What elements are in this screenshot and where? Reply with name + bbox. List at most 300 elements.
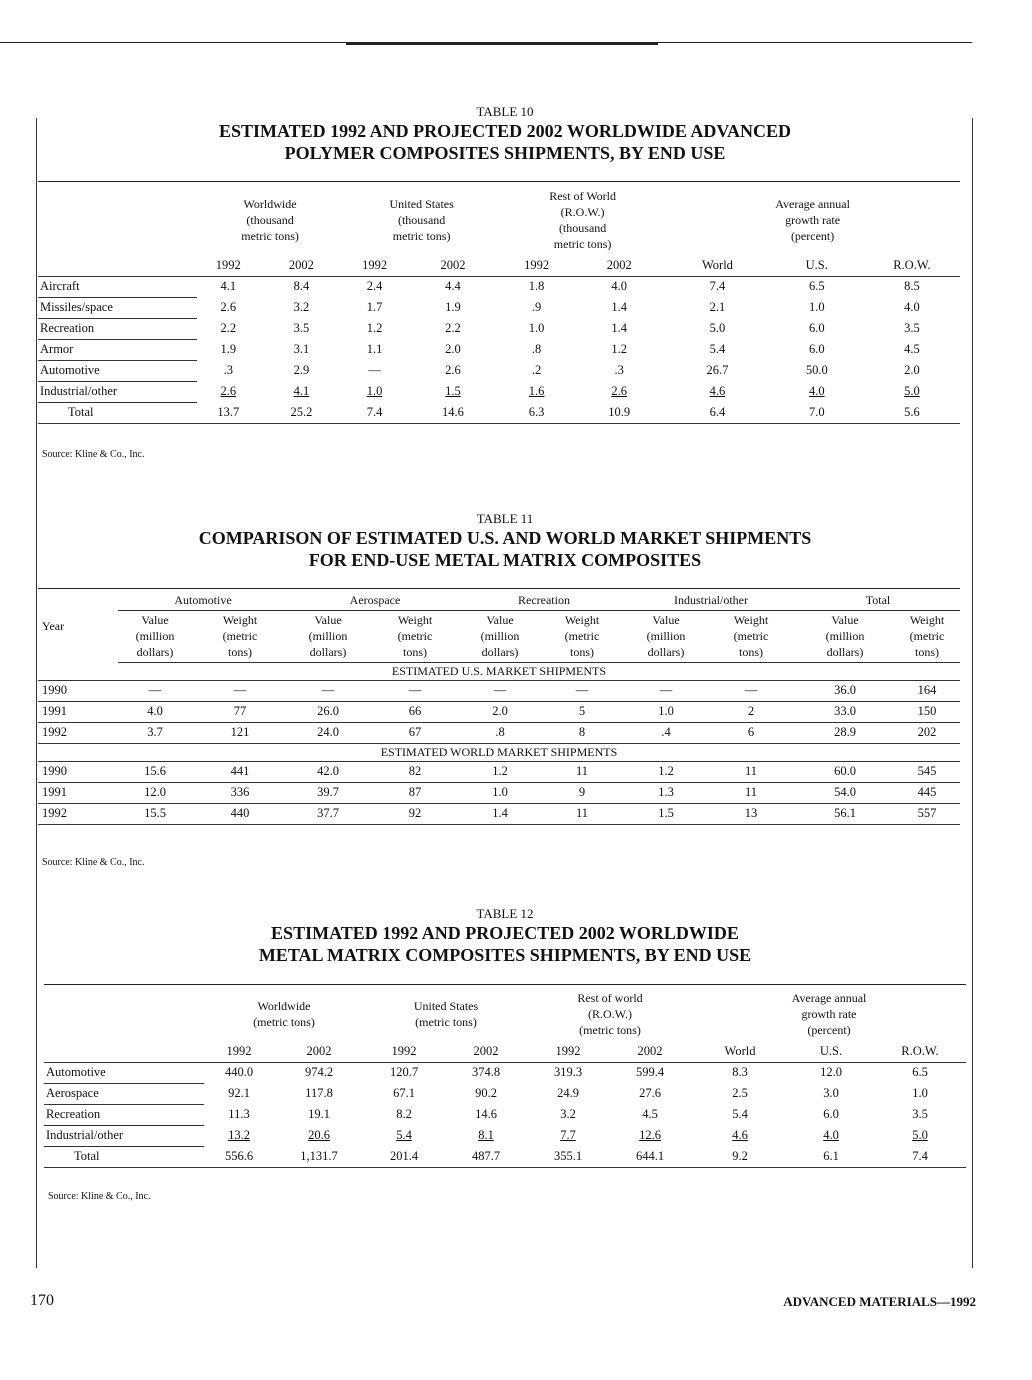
table-cell: 445 — [894, 782, 960, 803]
table-cell: 50.0 — [805, 363, 828, 377]
table-row — [38, 297, 960, 318]
table-cell: 1.2 — [626, 761, 706, 782]
table-cell: 202 — [894, 722, 960, 743]
table-12-top-rule — [44, 984, 966, 985]
table-cell: 441 — [192, 761, 288, 782]
table-cell: 2.4 — [366, 279, 383, 294]
table-cell: — — [288, 680, 368, 701]
row-label: Automotive — [38, 360, 197, 381]
table-cell: .3 — [614, 363, 624, 377]
table-cell: 5.4 — [732, 1107, 748, 1121]
table-cell: 7.0 — [808, 404, 825, 419]
table-cell: 4.6 — [709, 384, 726, 398]
table-cell: 8.5 — [904, 279, 920, 294]
table-cell: 164 — [894, 680, 960, 701]
table-cell: 8 — [538, 722, 626, 743]
row-label: Aircraft — [38, 276, 197, 297]
table-cell: 1.7 — [366, 300, 383, 314]
table-cell: 39.7 — [288, 782, 368, 803]
table-cell: 67 — [368, 722, 462, 743]
table-cell: — — [368, 363, 381, 377]
table-row — [38, 701, 960, 722]
table-cell: 1.4 — [462, 803, 538, 824]
table-cell: 6.4 — [709, 404, 726, 419]
table-cell: 1.2 — [366, 321, 383, 335]
row-label: Industrial/other — [38, 381, 197, 402]
table-11-top-rule — [38, 588, 960, 589]
col-header: 1992 — [343, 256, 406, 276]
table-cell: .3 — [223, 363, 233, 377]
table-cell: 14.6 — [442, 404, 464, 419]
row-label: Aerospace — [44, 1083, 204, 1104]
table-cell: 4.1 — [220, 279, 237, 294]
table-cell: 3.0 — [823, 1086, 839, 1100]
table-10-source: Source: Kline & Co., Inc. — [42, 449, 145, 460]
table-cell: 5 — [538, 701, 626, 722]
table-10-group-worldwide — [197, 184, 343, 256]
table-12-group-header — [44, 986, 966, 1042]
table-cell: 8.1 — [478, 1128, 494, 1142]
table-cell: 3.2 — [293, 300, 310, 314]
header-line: Weight — [909, 613, 945, 627]
group-line: metric tons) — [392, 229, 451, 243]
table-row — [44, 1104, 966, 1125]
row-label: Automotive — [44, 1062, 204, 1083]
table-cell: 15.5 — [118, 803, 192, 824]
table-cell: 11 — [706, 761, 796, 782]
table-cell: 974.2 — [304, 1065, 334, 1080]
table-11-source: Source: Kline & Co., Inc. — [42, 857, 145, 868]
table-11-title-line2: FOR END-USE METAL MATRIX COMPOSITES — [308, 550, 702, 570]
table-cell: 25.2 — [290, 404, 313, 419]
table-12-group-us — [364, 986, 528, 1042]
table-row — [44, 1146, 966, 1167]
page-number: 170 — [30, 1292, 54, 1309]
group-line: Rest of World — [549, 189, 617, 203]
group-line: metric tons) — [553, 237, 612, 251]
left-margin-line — [36, 118, 37, 1268]
header-line: (million — [480, 629, 520, 643]
table-row — [38, 276, 960, 297]
table-cell: 2.6 — [220, 300, 237, 314]
col-header: R.O.W. — [864, 256, 960, 276]
table-cell: 67.1 — [393, 1086, 415, 1100]
table-cell: .2 — [531, 363, 542, 377]
table-cell: 4.1 — [293, 384, 310, 398]
table-cell: 121 — [192, 722, 288, 743]
running-title: ADVANCED MATERIALS—1992 — [783, 1294, 976, 1309]
table-11-title-line1: COMPARISON OF ESTIMATED U.S. AND WORLD MARKET SHIPMENTS — [198, 528, 812, 548]
table-12-title-line2: METAL MATRIX COMPOSITES SHIPMENTS, BY END USE — [258, 945, 752, 965]
col-header: 2002 — [608, 1042, 692, 1062]
table-12-year-corner — [44, 1042, 204, 1062]
table-11-year-header: Year — [42, 619, 65, 633]
table-cell: 26.7 — [706, 363, 729, 377]
table-cell: 8.3 — [732, 1065, 748, 1080]
value-col-header — [288, 610, 368, 662]
table-10-corner — [38, 184, 197, 256]
table-cell: 77 — [192, 701, 288, 722]
table-cell: 11.3 — [228, 1107, 250, 1121]
value-col-header — [462, 610, 538, 662]
table-cell: 2.9 — [293, 363, 310, 377]
table-cell: 28.9 — [796, 722, 894, 743]
table-10-group-us — [343, 184, 500, 256]
table-cell: 3.2 — [560, 1107, 576, 1121]
col-header: 1992 — [500, 256, 573, 276]
table-cell: 2.6 — [220, 384, 237, 398]
table-cell: 24.0 — [288, 722, 368, 743]
table-cell: 440.0 — [224, 1065, 254, 1080]
table-cell: 1.5 — [626, 803, 706, 824]
table-cell: 1.2 — [611, 342, 627, 356]
table-cell: 374.8 — [471, 1065, 501, 1080]
table-cell: 4.6 — [732, 1128, 748, 1142]
table-cell: 4.0 — [808, 384, 825, 398]
col-header: 2002 — [444, 1042, 528, 1062]
table-cell: 336 — [192, 782, 288, 803]
table-cell: 1.5 — [445, 384, 461, 398]
table-cell: 1.1 — [366, 342, 383, 356]
value-col-header — [796, 610, 894, 662]
section-row — [38, 662, 960, 680]
table-cell: 5.0 — [912, 1128, 928, 1142]
table-10-title-line2: POLYMER COMPOSITES SHIPMENTS, BY END USE — [284, 143, 726, 163]
table-cell: 8.4 — [293, 279, 310, 294]
table-cell: .8 — [462, 722, 538, 743]
table-12-group-growth — [692, 986, 966, 1042]
table-cell: 36.0 — [796, 680, 894, 701]
row-year: 1992 — [38, 803, 118, 824]
header-line: (metric — [733, 629, 769, 643]
table-cell: 6 — [706, 722, 796, 743]
row-year: 1991 — [38, 782, 118, 803]
table-cell: — — [538, 680, 626, 701]
row-label: Industrial/other — [44, 1125, 204, 1146]
header-line: Value — [486, 613, 514, 627]
header-line: dollars) — [136, 645, 174, 659]
table-cell: 37.7 — [288, 803, 368, 824]
table-10-label: TABLE 10 — [476, 104, 534, 119]
row-year: 1990 — [38, 680, 118, 701]
table-cell: 6.5 — [808, 279, 825, 294]
group-line: (thousand — [558, 221, 607, 235]
table-cell: 1.0 — [808, 300, 825, 314]
group-line: (percent) — [807, 1023, 851, 1037]
table-cell: 3.7 — [118, 722, 192, 743]
table-cell: 12.6 — [639, 1128, 661, 1142]
group-line: growth rate — [801, 1007, 857, 1021]
table-12-label: TABLE 12 — [476, 906, 534, 921]
header-line: (million — [646, 629, 686, 643]
header-line: Value — [141, 613, 169, 627]
table-cell: 82 — [368, 761, 462, 782]
table-row — [38, 339, 960, 360]
table-cell: — — [462, 680, 538, 701]
table-cell: 24.9 — [557, 1086, 579, 1100]
row-year: 1992 — [38, 722, 118, 743]
table-cell: 5.0 — [709, 321, 726, 335]
col-header: 1992 — [204, 1042, 274, 1062]
header-line: tons) — [228, 645, 252, 659]
group-line: (metric tons) — [415, 1015, 477, 1029]
weight-col-header — [706, 610, 796, 662]
table-cell: 4.0 — [118, 701, 192, 722]
col-header: U.S. — [788, 1042, 874, 1062]
section-label: ESTIMATED U.S. MARKET SHIPMENTS — [38, 662, 960, 680]
table-cell: 1.6 — [528, 384, 545, 398]
table-cell: 20.6 — [308, 1128, 330, 1142]
table-cell: 4.0 — [611, 279, 627, 294]
table-10 — [38, 184, 960, 424]
table-cell: 6.3 — [528, 404, 545, 419]
weight-col-header — [894, 610, 960, 662]
table-cell: 7.4 — [709, 279, 726, 294]
col-header: World — [665, 256, 770, 276]
header-line: dollars) — [481, 645, 519, 659]
row-label: Missiles/space — [38, 297, 197, 318]
table-cell: 556.6 — [224, 1148, 254, 1163]
table-cell: 1.4 — [611, 300, 627, 314]
header-line: tons) — [570, 645, 594, 659]
table-cell: 2.1 — [709, 300, 726, 314]
table-row — [38, 381, 960, 402]
table-cell: 487.7 — [471, 1148, 501, 1163]
table-row — [38, 360, 960, 381]
table-cell: 8.2 — [396, 1107, 412, 1121]
col-header: 2002 — [406, 256, 500, 276]
table-row — [44, 1062, 966, 1083]
table-12-group-worldwide — [204, 986, 364, 1042]
header-line: (million — [308, 629, 348, 643]
table-row — [38, 782, 960, 803]
header-line: tons) — [915, 645, 939, 659]
table-cell: 4.0 — [823, 1128, 839, 1142]
value-col-header — [118, 610, 192, 662]
table-cell: 545 — [894, 761, 960, 782]
table-cell: 3.5 — [293, 321, 310, 335]
table-cell: 42.0 — [288, 761, 368, 782]
table-cell: 5.0 — [904, 384, 920, 398]
row-year: 1990 — [38, 761, 118, 782]
table-row — [38, 722, 960, 743]
row-label: Total — [74, 1149, 100, 1163]
table-cell: 6.0 — [823, 1107, 839, 1121]
table-cell: 201.4 — [389, 1148, 419, 1163]
header-line: (million — [135, 629, 175, 643]
right-margin-line — [972, 118, 973, 1268]
table-cell: 3.1 — [293, 342, 310, 356]
table-cell: 27.6 — [639, 1086, 661, 1100]
col-header: R.O.W. — [874, 1042, 966, 1062]
table-cell: — — [118, 680, 192, 701]
table-cell: 10.9 — [608, 404, 631, 419]
table-10-group-header — [38, 184, 960, 256]
group-line: (percent) — [790, 229, 835, 243]
col-header: 2002 — [260, 256, 344, 276]
table-row — [44, 1083, 966, 1104]
table-11 — [38, 590, 960, 825]
table-11-group-recreation: Recreation — [462, 590, 626, 610]
table-11-title — [0, 527, 1010, 571]
table-cell: 599.4 — [635, 1065, 665, 1080]
table-10-group-growth — [665, 184, 960, 256]
col-header: 2002 — [573, 256, 665, 276]
group-line: Average annual — [775, 197, 850, 211]
header-line: Value — [652, 613, 680, 627]
table-12-title — [0, 922, 1010, 966]
table-cell: .9 — [531, 300, 542, 314]
header-line: Weight — [564, 613, 600, 627]
table-cell: 4.5 — [642, 1107, 658, 1121]
weight-col-header — [538, 610, 626, 662]
table-cell: 2.6 — [611, 384, 627, 398]
table-cell: 1.0 — [626, 701, 706, 722]
section-label: ESTIMATED WORLD MARKET SHIPMENTS — [38, 743, 960, 761]
table-12-title-line1: ESTIMATED 1992 AND PROJECTED 2002 WORLDWIDE — [271, 923, 739, 943]
table-cell: 6.1 — [823, 1148, 839, 1163]
table-cell: 1.9 — [220, 342, 237, 356]
table-10-year-header — [38, 256, 960, 276]
top-thick-rule — [346, 42, 658, 45]
table-cell: 1.0 — [366, 384, 383, 398]
table-12-corner — [44, 986, 204, 1042]
table-cell: 92 — [368, 803, 462, 824]
group-line: United States — [389, 197, 454, 211]
group-line: (thousand — [246, 213, 294, 227]
table-11-group-aerospace: Aerospace — [288, 590, 462, 610]
row-label: Armor — [38, 339, 197, 360]
table-cell: 2.6 — [445, 363, 461, 377]
table-cell: 12.0 — [118, 782, 192, 803]
group-line: (R.O.W.) — [560, 205, 605, 219]
table-10-title-line1: ESTIMATED 1992 AND PROJECTED 2002 WORLDWIDE ADVANCED — [218, 121, 792, 141]
group-line: (R.O.W.) — [588, 1007, 632, 1021]
table-12-source: Source: Kline & Co., Inc. — [48, 1191, 151, 1202]
header-line: (metric — [222, 629, 258, 643]
table-cell: 87 — [368, 782, 462, 803]
section-row — [38, 743, 960, 761]
table-cell: 9.2 — [732, 1148, 748, 1163]
table-row — [38, 803, 960, 824]
table-cell: — — [368, 680, 462, 701]
table-cell: 2.2 — [220, 321, 237, 335]
table-cell: 1.0 — [462, 782, 538, 803]
header-line: Value — [831, 613, 859, 627]
table-cell: 1.8 — [528, 279, 545, 294]
group-line: growth rate — [785, 213, 841, 227]
table-cell: 2.0 — [462, 701, 538, 722]
header-line: dollars) — [826, 645, 864, 659]
table-cell: 11 — [706, 782, 796, 803]
table-row — [38, 680, 960, 701]
table-cell: .4 — [626, 722, 706, 743]
table-cell: 66 — [368, 701, 462, 722]
table-cell: 557 — [894, 803, 960, 824]
table-10-group-row — [500, 184, 665, 256]
table-10-top-rule — [38, 181, 960, 182]
header-line: tons) — [739, 645, 763, 659]
group-line: Worldwide — [243, 197, 297, 211]
table-cell: 54.0 — [796, 782, 894, 803]
table-cell: 1.0 — [912, 1086, 928, 1100]
table-cell: 12.0 — [820, 1065, 842, 1080]
row-label: Recreation — [44, 1104, 204, 1125]
col-header: 1992 — [197, 256, 260, 276]
table-cell: 2.0 — [445, 342, 461, 356]
table-cell: 1.9 — [445, 300, 461, 314]
table-cell: 2.0 — [904, 363, 920, 377]
row-label: Recreation — [38, 318, 197, 339]
table-cell: — — [706, 680, 796, 701]
table-cell: 5.6 — [904, 404, 920, 419]
table-cell: 4.0 — [904, 300, 920, 314]
table-11-label: TABLE 11 — [476, 511, 534, 526]
table-row — [38, 318, 960, 339]
table-cell: 4.4 — [445, 279, 461, 294]
table-11-subheader — [38, 610, 960, 662]
table-cell: 6.0 — [808, 321, 825, 335]
table-cell: 9 — [538, 782, 626, 803]
col-header: 2002 — [274, 1042, 364, 1062]
table-cell: 1,131.7 — [300, 1148, 338, 1163]
group-line: Average annual — [791, 991, 867, 1005]
table-cell: 11 — [538, 803, 626, 824]
table-cell: 11 — [538, 761, 626, 782]
col-header: U.S. — [770, 256, 864, 276]
table-cell: 13.7 — [217, 404, 240, 419]
table-10-title — [0, 120, 1010, 164]
table-cell: 90.2 — [475, 1086, 497, 1100]
header-line: Weight — [397, 613, 433, 627]
table-12-group-row — [528, 986, 692, 1042]
table-cell: 1.4 — [611, 321, 627, 335]
header-line: (metric — [564, 629, 600, 643]
table-cell: 440 — [192, 803, 288, 824]
table-cell: 56.1 — [796, 803, 894, 824]
header-line: (million — [825, 629, 865, 643]
table-cell: 5.4 — [396, 1128, 412, 1142]
col-header: World — [692, 1042, 788, 1062]
table-cell: 15.6 — [118, 761, 192, 782]
table-cell: 4.5 — [904, 342, 920, 356]
table-cell: 2 — [706, 701, 796, 722]
table-row — [38, 402, 960, 423]
row-label: Total — [68, 405, 94, 419]
table-cell: 1.2 — [462, 761, 538, 782]
header-line: dollars) — [647, 645, 685, 659]
col-header: 1992 — [364, 1042, 444, 1062]
table-cell: 319.3 — [553, 1065, 583, 1080]
table-cell: 7.4 — [366, 404, 383, 419]
table-cell: 60.0 — [796, 761, 894, 782]
table-cell: 6.0 — [808, 342, 825, 356]
table-cell: 3.5 — [912, 1107, 928, 1121]
header-line: (metric — [909, 629, 945, 643]
table-cell: 33.0 — [796, 701, 894, 722]
header-line: Weight — [733, 613, 769, 627]
group-line: metric tons) — [241, 229, 299, 243]
table-cell: 13.2 — [228, 1128, 250, 1142]
table-cell: 19.1 — [308, 1107, 330, 1121]
table-cell: 7.4 — [912, 1148, 928, 1163]
header-line: dollars) — [309, 645, 347, 659]
header-line: Value — [314, 613, 342, 627]
table-10-year-corner — [38, 256, 197, 276]
table-cell: 644.1 — [635, 1148, 665, 1163]
table-12-year-header — [44, 1042, 966, 1062]
group-line: United States — [413, 999, 479, 1013]
